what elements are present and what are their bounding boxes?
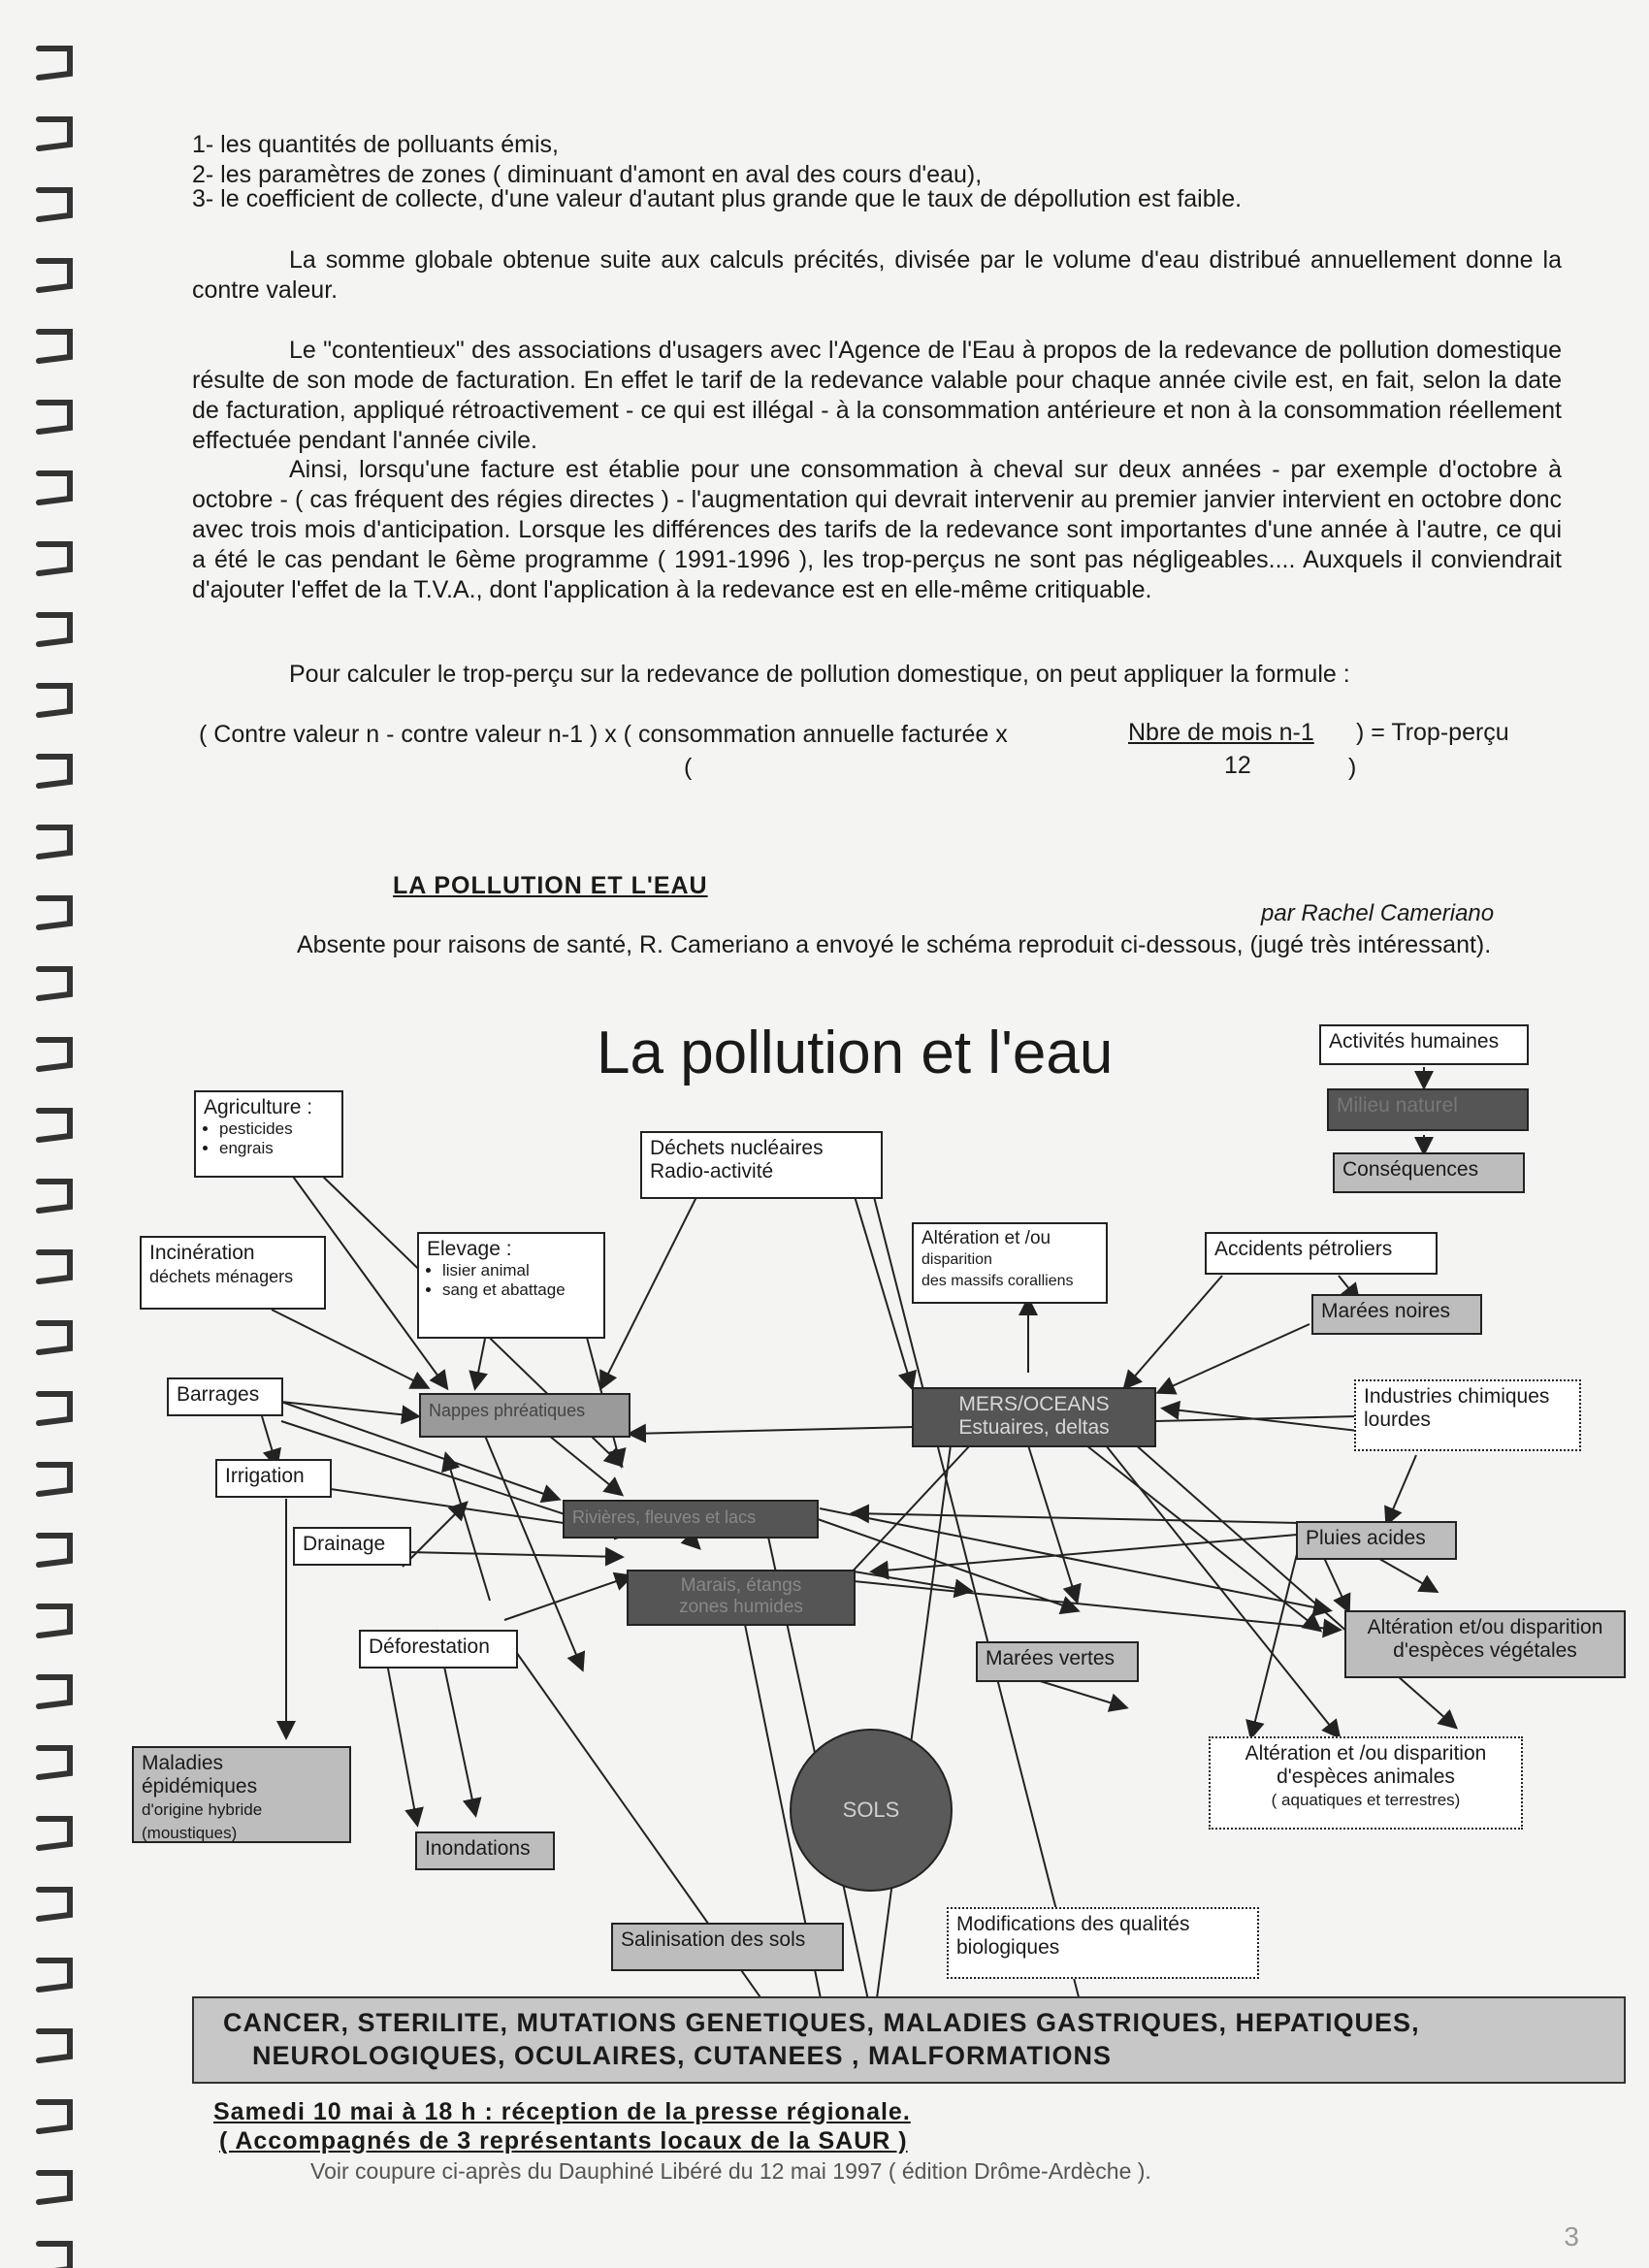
binding-ring: [39, 332, 70, 361]
list-item-1: 1- les quantités de polluants émis,: [192, 131, 559, 158]
box-salinisation: Salinisation des sols: [611, 1923, 844, 1971]
binding-ring: [39, 2244, 70, 2268]
banner-line-1: CANCER, STERILITE, MUTATIONS GENETIQUES, MALADIES GASTRIQUES, HEPATIQUES,: [223, 2008, 1420, 2037]
circle-sols: SOLS: [790, 1729, 953, 1892]
pollution-diagram: [0, 989, 1649, 2018]
binding-ring: [39, 473, 70, 502]
agriculture-item: • engrais: [219, 1139, 334, 1158]
consequences-banner: [192, 1996, 1626, 2084]
vegetales-line-2: d'espèces végétales: [1393, 1639, 1577, 1662]
maladies-line-1: Maladies épidémiques: [142, 1752, 258, 1798]
box-alteration-vegetales: [1344, 1610, 1626, 1678]
formula-numerator: Nbre de mois n-1: [1128, 719, 1314, 746]
coraux-line-2: disparition: [922, 1251, 992, 1268]
incineration-line-2: déchets ménagers: [149, 1267, 294, 1286]
binding-ring: [39, 190, 70, 219]
binding-ring: [39, 119, 70, 148]
box-maladies: [132, 1746, 351, 1843]
box-deforestation: Déforestation: [359, 1630, 518, 1669]
legend-activites: Activités humaines: [1319, 1024, 1529, 1065]
box-irrigation: Irrigation: [215, 1459, 332, 1498]
modifications-line-1: Modifications des qualités: [956, 1913, 1190, 1935]
box-inondations: Inondations: [415, 1831, 555, 1870]
elevage-label: Elevage :: [427, 1238, 512, 1260]
incineration-line-1: Incinération: [149, 1242, 255, 1264]
box-industries: [1354, 1379, 1581, 1451]
banner-line-2: NEUROLOGIQUES, OCULAIRES, CUTANEES , MALFORMATIONS: [252, 2041, 1113, 2070]
box-mers-oceans: [912, 1387, 1156, 1447]
agriculture-label: Agriculture :: [204, 1096, 313, 1118]
paragraph-contre-valeur: La somme globale obtenue suite aux calculs précités, divisée par le volume d'eau distribué annuellement donne la contre valeur.: [192, 246, 1562, 304]
industries-line-1: Industries chimiques: [1364, 1385, 1550, 1408]
coraux-line-3: des massifs coralliens: [922, 1273, 1074, 1289]
author-line: par Rachel Cameriano: [1261, 900, 1495, 926]
binding-ring: [39, 686, 70, 715]
formula-close-paren: ): [1348, 754, 1357, 781]
mers-line-2: Estuaires, deltas: [958, 1416, 1110, 1439]
dechets-line-1: Déchets nucléaires: [650, 1137, 824, 1159]
legend-consequences: Conséquences: [1333, 1152, 1525, 1193]
animales-line-2: d'espèces animales: [1277, 1766, 1455, 1788]
marais-line-2: zones humides: [679, 1597, 803, 1617]
formula-denominator: 12: [1224, 752, 1251, 779]
box-pluies-acides: Pluies acides: [1296, 1521, 1457, 1560]
formula-open-paren: (: [684, 754, 693, 781]
list-item-3: 3- le coefficient de collecte, d'une valeur d'autant plus grande que le taux de dépollution est faible.: [192, 185, 1243, 212]
box-marais: [627, 1570, 856, 1626]
paragraph-absente: Absente pour raisons de santé, R. Cameriano a envoyé le schéma reproduit ci-dessous, (jugé très intéressant).: [297, 931, 1492, 958]
paragraph-exemple: Ainsi, lorsqu'une facture est établie pour une consommation à cheval sur deux années - par exemple d'octobre à octobre - ( cas fréquent des régies directes ) - l'augmentation qui devrait intervenir au premier janvier intervient en octobre donc avec trois mois d'anticipation. Lorsque les différences des tarifs de la redevance sont importantes d'une année à l'autre, ce qui a été le cas pendant le 6ème programme ( 1991-1996 ), les trop-perçus ne sont pas négligeables.... Auxquels il conviendrait d'ajouter l'effet de la T.V.A., dont l'application à la redevance est en elle-même critiquable.: [192, 456, 1562, 603]
box-rivieres: Rivières, fleuves et lacs: [563, 1500, 819, 1539]
binding-ring: [39, 261, 70, 290]
legend-milieu: Milieu naturel: [1327, 1088, 1529, 1131]
box-dechets-nucleaires: [640, 1131, 883, 1199]
agriculture-item: • pesticides: [219, 1119, 334, 1139]
paragraph-formule-intro: Pour calculer le trop-perçu sur la redevance de pollution domestique, on peut appliquer la formule :: [289, 661, 1350, 688]
box-elevage: [417, 1232, 605, 1339]
box-incineration: [140, 1236, 326, 1310]
box-alteration-animales: [1209, 1736, 1523, 1830]
binding-ring: [39, 615, 70, 644]
box-nappes: Nappes phréatiques: [419, 1393, 630, 1438]
formula-left: ( Contre valeur n - contre valeur n-1 ) x ( consommation annuelle facturée x: [199, 721, 1008, 748]
binding-ring: [39, 2031, 70, 2060]
footer-line-2: ( Accompagnés de 3 représentants locaux de la SAUR ): [219, 2127, 908, 2155]
industries-line-2: lourdes: [1364, 1409, 1431, 1431]
diagram-title: La pollution et l'eau: [597, 1020, 1114, 1086]
binding-ring: [39, 757, 70, 786]
binding-ring: [39, 544, 70, 573]
footer-note: Voir coupure ci-après du Dauphiné Libéré du 12 mai 1997 ( édition Drôme-Ardèche ).: [310, 2158, 1151, 2184]
elevage-item: • sang et abattage: [442, 1280, 596, 1300]
mers-line-1: MERS/OCEANS: [958, 1393, 1110, 1415]
binding-ring: [39, 49, 70, 78]
box-accidents-petroliers: Accidents pétroliers: [1205, 1232, 1438, 1275]
box-alteration-coraux: [912, 1222, 1108, 1304]
binding-ring: [39, 898, 70, 927]
formula-right: ) = Trop-perçu: [1356, 719, 1509, 746]
maladies-line-2: d'origine hybride: [142, 1800, 263, 1819]
binding-ring: [39, 2102, 70, 2131]
marais-line-1: Marais, étangs: [680, 1575, 802, 1596]
modifications-line-2: biologiques: [956, 1936, 1060, 1959]
vegetales-line-1: Altération et/ou disparition: [1367, 1616, 1603, 1638]
box-agriculture: [194, 1090, 343, 1178]
box-barrages: Barrages: [167, 1377, 283, 1416]
box-marees-vertes: Marées vertes: [976, 1641, 1139, 1682]
footer-line-1: Samedi 10 mai à 18 h : réception de la presse régionale.: [213, 2098, 911, 2125]
maladies-line-3: (moustiques): [142, 1824, 238, 1842]
section-title: LA POLLUTION ET L'EAU: [393, 872, 708, 899]
binding-ring: [39, 2173, 70, 2202]
box-modifications: [947, 1907, 1259, 1979]
animales-line-3: ( aquatiques et terrestres): [1271, 1791, 1461, 1809]
elevage-item: • lisier animal: [442, 1261, 596, 1280]
animales-line-1: Altération et /ou disparition: [1245, 1742, 1487, 1765]
list-item-2: 2- les paramètres de zones ( diminuant d'amont en aval des cours d'eau),: [192, 161, 983, 188]
page-number: 3: [1564, 2221, 1579, 2252]
paragraph-contentieux: Le "contentieux" des associations d'usagers avec l'Agence de l'Eau à propos de la redevance de pollution domestique résulte de son mode de facturation. En effet le tarif de la redevance valable pour chaque année civile est, en fait, selon la date de facturation, appliqué rétroactivement - ce qui est illégal - à la consommation antérieure et non à la consommation réellement effectuée pendant l'année civile.: [192, 337, 1562, 454]
dechets-line-2: Radio-activité: [650, 1160, 774, 1183]
binding-ring: [39, 827, 70, 857]
box-marees-noires: Marées noires: [1311, 1294, 1482, 1335]
binding-ring: [39, 403, 70, 432]
box-drainage: Drainage: [293, 1527, 411, 1566]
coraux-line-1: Altération et /ou: [922, 1228, 1051, 1248]
